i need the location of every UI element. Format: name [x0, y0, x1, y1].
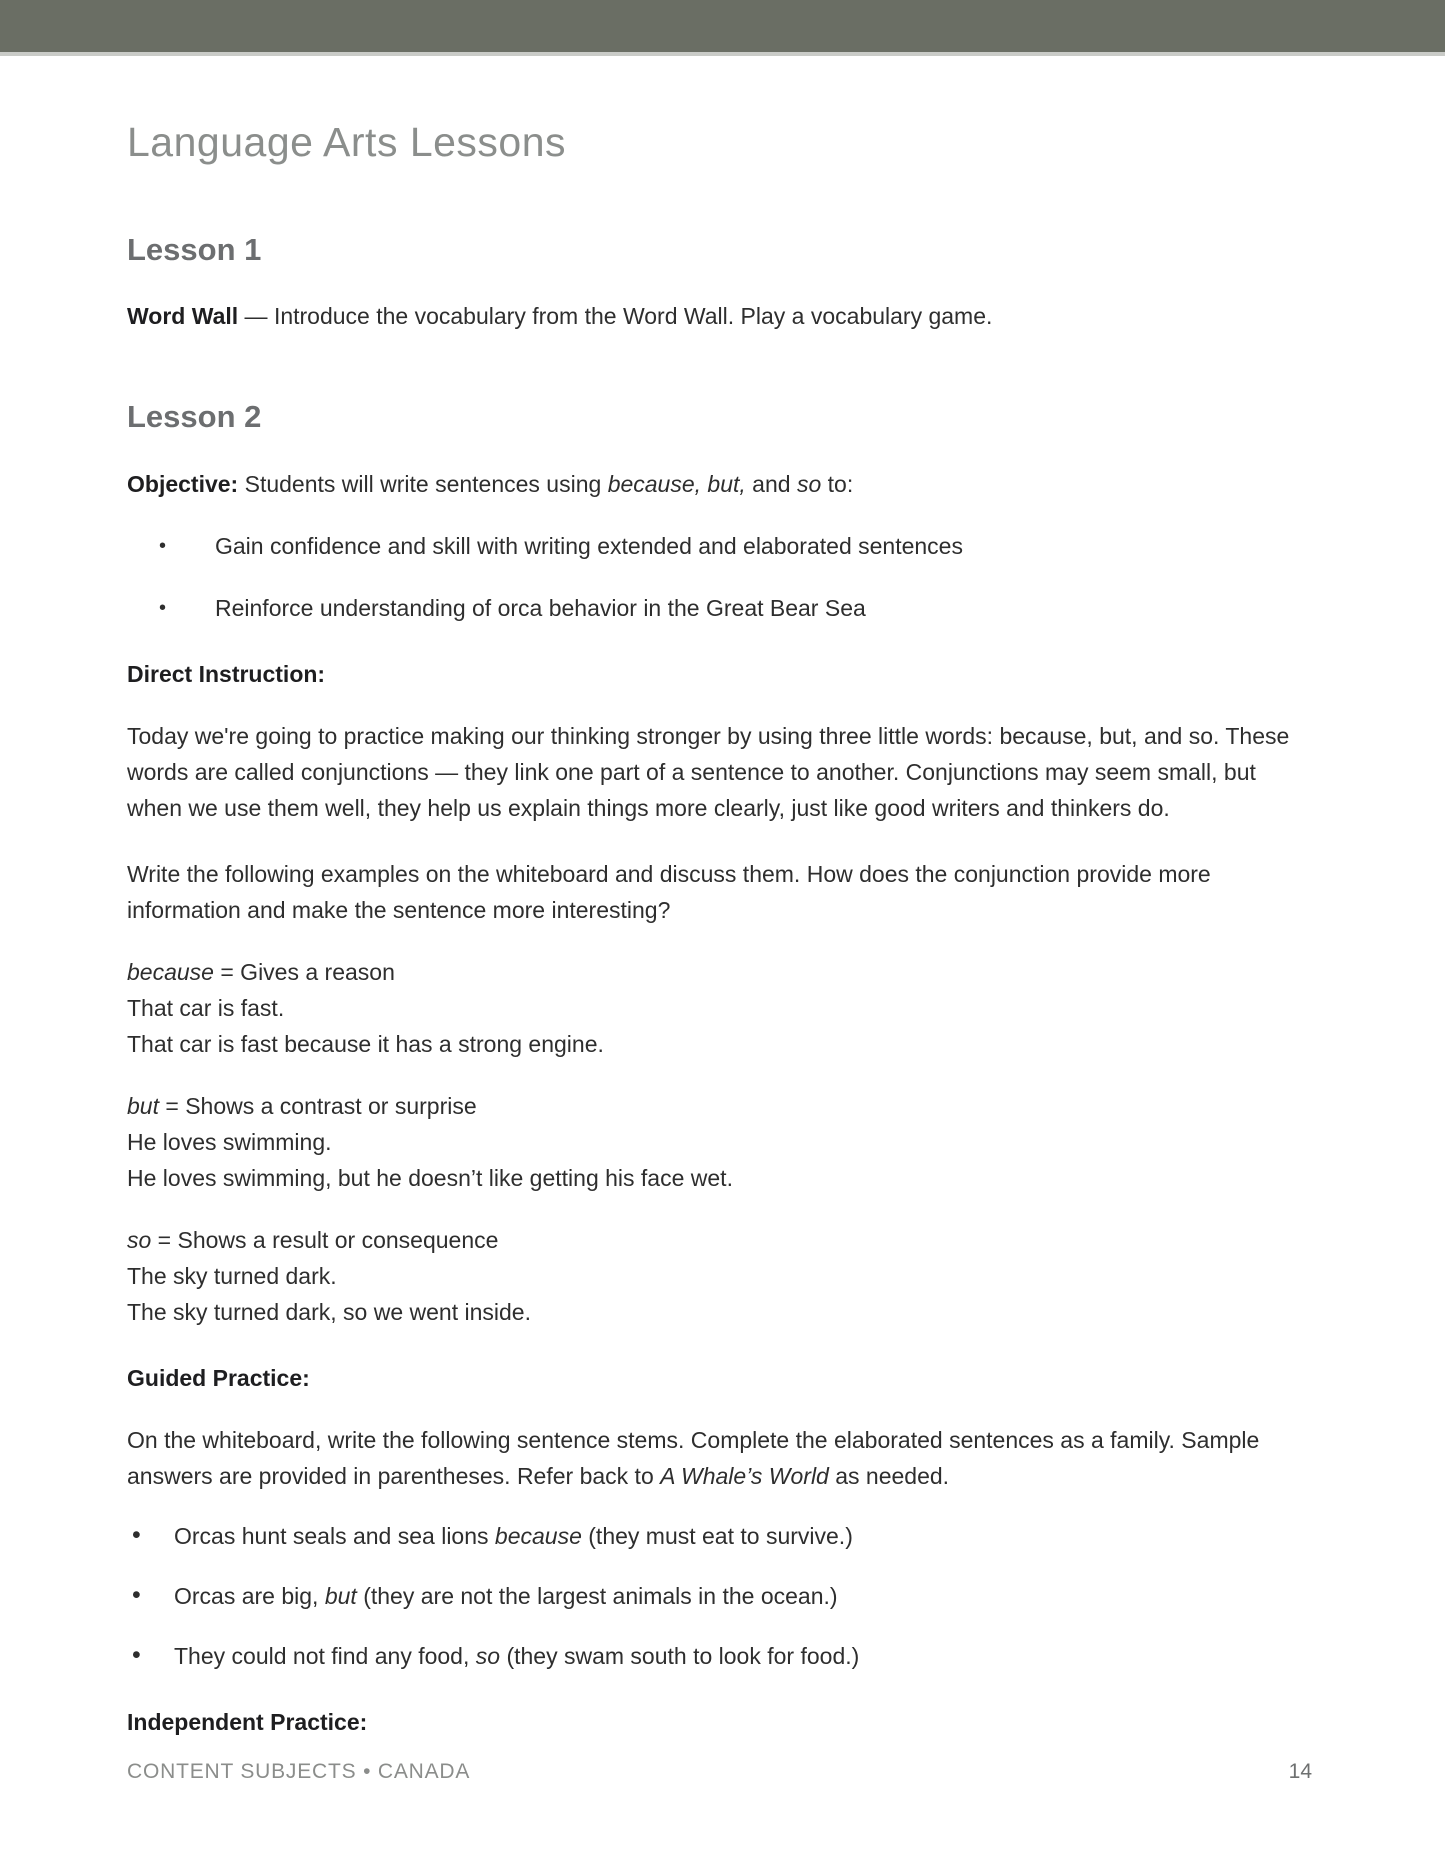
example-simple-sentence: The sky turned dark. — [127, 1262, 337, 1289]
example-definition — [127, 954, 1312, 990]
objective-text: to: — [821, 470, 854, 497]
definition-text: = Shows a contrast or surprise — [158, 1092, 477, 1119]
example-definition — [127, 1088, 1312, 1124]
sentence-stem: Orcas are big, — [174, 1582, 325, 1609]
objective-label: Objective: — [127, 470, 239, 497]
example-definition — [127, 1222, 1312, 1258]
sample-answer: (they swam south to look for food.) — [500, 1642, 860, 1669]
page-header-bar — [0, 0, 1445, 56]
page-footer — [127, 1760, 1312, 1784]
guided-practice-intro — [127, 1422, 1312, 1494]
example-elaborated-sentence: That car is fast because it has a strong engine. — [127, 1030, 604, 1057]
guided-practice-label: Guided Practice: — [127, 1364, 310, 1391]
word-wall-paragraph — [127, 298, 1312, 334]
objective-paragraph — [127, 466, 1312, 502]
word-wall-label: Word Wall — [127, 303, 239, 330]
page-number: 14 — [1288, 1760, 1312, 1783]
conjunction-term: but — [324, 1582, 357, 1609]
example-so — [127, 1222, 1312, 1330]
document-page — [0, 118, 1445, 1740]
lesson-1-heading: Lesson 1 — [127, 232, 262, 268]
direct-instruction-paragraph-1: Today we're going to practice making our thinking stronger by using three little words: because, but, and so. These words are called conjunctions — they link one part of a sentence to another. Conjunctions may seem small, but when we use them well, they help us explain things more clearly, just like good writers and thinkers do. — [127, 722, 1290, 821]
page-title: Language Arts Lessons — [127, 119, 567, 165]
objective-text: and — [745, 470, 797, 497]
list-item: • Gain confidence and skill with writing extended and elaborated sentences — [127, 528, 1312, 564]
guided-intro-text: On the whiteboard, write the following sentence stems. Complete the elaborated sentences as a family. Sample answers are provided in parentheses. Refer back to — [127, 1426, 1260, 1489]
example-simple-sentence: He loves swimming. — [127, 1128, 332, 1155]
list-item — [127, 1638, 1312, 1674]
example-but — [127, 1088, 1312, 1196]
guided-practice-bullet-list — [127, 1518, 1312, 1674]
conjunction-term: so — [127, 1226, 152, 1253]
example-because — [127, 954, 1312, 1062]
book-title: A Whale’s World — [660, 1462, 829, 1489]
definition-text: = Gives a reason — [213, 958, 395, 985]
objective-bullet-list — [127, 528, 1312, 626]
word-wall-text: — Introduce the vocabulary from the Word Wall. Play a vocabulary game. — [238, 303, 993, 330]
example-elaborated-sentence: He loves swimming, but he doesn’t like getting his face wet. — [127, 1164, 733, 1191]
sample-answer: (they must eat to survive.) — [581, 1522, 853, 1549]
list-item — [127, 1578, 1312, 1614]
footer-running-title: CONTENT SUBJECTS • CANADA — [127, 1760, 471, 1783]
objective-conjunctions: because, but, — [607, 470, 746, 497]
objective-conjunction-so: so — [796, 470, 822, 497]
direct-instruction-paragraph-2: Write the following examples on the whiteboard and discuss them. How does the conjunction provide more information and make the sentence more interesting? — [127, 860, 1211, 923]
example-elaborated-sentence: The sky turned dark, so we went inside. — [127, 1298, 531, 1325]
guided-intro-text: as needed. — [828, 1462, 950, 1489]
sample-answer: (they are not the largest animals in the ocean.) — [356, 1582, 838, 1609]
lesson-2-heading: Lesson 2 — [127, 399, 262, 435]
list-item: • Reinforce understanding of orca behavior in the Great Bear Sea — [127, 590, 1312, 626]
direct-instruction-label: Direct Instruction: — [127, 660, 326, 687]
conjunction-term: but — [127, 1092, 159, 1119]
definition-text: = Shows a result or consequence — [151, 1226, 499, 1253]
independent-practice-label: Independent Practice: — [127, 1708, 368, 1735]
objective-text: Students will write sentences using — [238, 470, 608, 497]
list-item — [127, 1518, 1312, 1554]
example-simple-sentence: That car is fast. — [127, 994, 285, 1021]
conjunction-term: because — [494, 1522, 582, 1549]
conjunction-term: because — [127, 958, 214, 985]
sentence-stem: Orcas hunt seals and sea lions — [174, 1522, 495, 1549]
conjunction-term: so — [475, 1642, 501, 1669]
sentence-stem: They could not find any food, — [174, 1642, 476, 1669]
